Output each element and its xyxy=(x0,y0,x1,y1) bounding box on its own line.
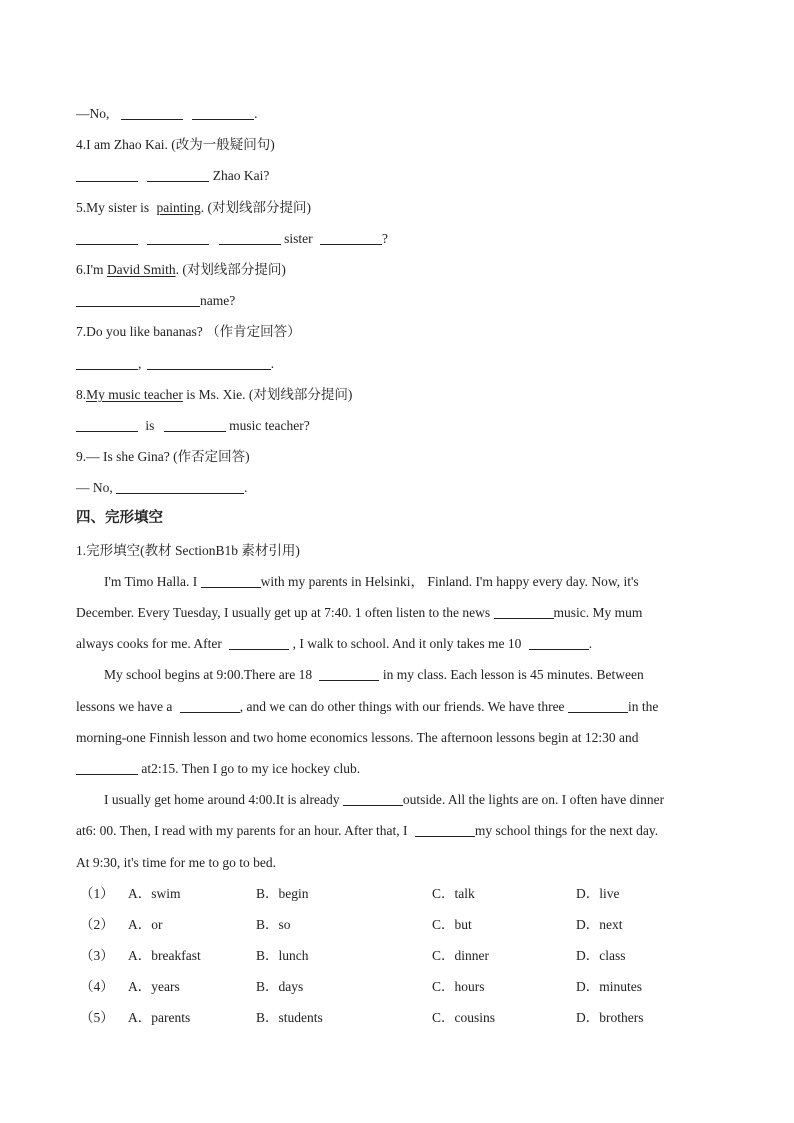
passage-line: morning-one Finnish lesson and two home economics lessons. The afternoon lessons begin at 12:30 and xyxy=(76,729,639,745)
q7-text: 7.Do you like bananas? （作肯定回答） xyxy=(76,324,301,340)
option-row-1 xyxy=(76,878,716,909)
q3-answer-line xyxy=(76,98,716,129)
option-row-4 xyxy=(76,971,716,1002)
q4-text: 4.I am Zhao Kai. (改为一般疑问句) xyxy=(76,137,275,153)
passage-text: in my class. Each lesson is 45 minutes. Between xyxy=(382,667,644,683)
option-number: （1） xyxy=(80,885,114,901)
q8-answer-line xyxy=(76,410,716,441)
q8-underlined-phrase: My music teacher xyxy=(86,386,183,402)
q6-answer-end: name? xyxy=(200,293,236,309)
q5-word: sister xyxy=(284,230,313,246)
q9-prefix: — No, xyxy=(76,480,113,496)
passage-text: in the xyxy=(627,698,659,714)
passage-line xyxy=(76,784,716,815)
comma: , xyxy=(138,355,142,371)
passage-text: December. Every Tuesday, I usually get up at 7:40. 1 often listen to the news xyxy=(76,605,491,620)
answer-blank[interactable] xyxy=(219,230,281,245)
q6-question xyxy=(76,254,716,285)
option-a[interactable]: A．swim xyxy=(128,885,181,901)
answer-blank[interactable] xyxy=(76,355,138,370)
passage-text: with my parents in Helsinki， Finland. I'm happy every day. Now, it's xyxy=(260,573,639,589)
option-b[interactable]: B．begin xyxy=(256,885,309,901)
question-mark: ? xyxy=(382,230,388,246)
q5-answer-line xyxy=(76,223,716,254)
q8-question: 8.My music teacher is Ms. Xie. (对划线部分提问) xyxy=(76,386,353,402)
answer-blank[interactable] xyxy=(76,230,138,245)
option-a[interactable]: A．breakfast xyxy=(128,948,201,964)
period: . xyxy=(254,106,258,121)
passage-text: I usually get home around 4:00.It is already xyxy=(104,792,340,808)
q6-prefix: 6.I'm xyxy=(76,261,104,277)
q5-prefix: 5.My sister is xyxy=(76,199,150,215)
answer-blank[interactable] xyxy=(76,417,138,432)
passage-text: , I walk to school. And it only takes me 10 xyxy=(292,636,522,652)
q4-answer-line xyxy=(76,160,716,191)
passage-text: always cooks for me. After xyxy=(76,636,222,652)
answer-blank[interactable] xyxy=(116,479,244,494)
cloze-blank-3[interactable] xyxy=(229,635,289,650)
option-b[interactable]: B．days xyxy=(256,979,304,995)
q5-underlined-word: painting xyxy=(156,199,201,215)
option-number: （5） xyxy=(80,1010,114,1026)
passage-line xyxy=(76,659,716,690)
option-b[interactable]: B．students xyxy=(256,1010,323,1026)
option-d[interactable]: D．next xyxy=(576,916,623,932)
option-c[interactable]: C．talk xyxy=(432,885,475,901)
option-a[interactable]: A．years xyxy=(128,979,180,995)
answer-blank[interactable] xyxy=(320,230,382,245)
passage-line xyxy=(76,691,716,722)
passage-line xyxy=(76,628,716,659)
cloze-blank-7[interactable] xyxy=(568,698,628,713)
option-number: （4） xyxy=(80,979,114,995)
passage-line xyxy=(76,753,716,784)
q7-answer-line xyxy=(76,348,716,379)
option-row-2 xyxy=(76,909,716,940)
answer-blank[interactable] xyxy=(121,105,183,120)
q4-question xyxy=(76,129,716,160)
passage-text: at6: 00. Then, I read with my parents for an hour. After that, I xyxy=(76,823,408,839)
q5-suffix: . (对划线部分提问) xyxy=(200,199,312,215)
period: . xyxy=(270,355,275,371)
passage-text: My school begins at 9:00.There are 18 xyxy=(104,667,313,683)
option-d[interactable]: D．minutes xyxy=(576,979,642,995)
option-d[interactable]: D．brothers xyxy=(576,1010,644,1026)
cloze-title: 1.完形填空(教材 SectionB1b 素材引用) xyxy=(76,542,300,558)
passage-text: at2:15. Then I go to my ice hockey club. xyxy=(141,760,361,776)
option-b[interactable]: B．lunch xyxy=(256,948,309,964)
q6-underlined-word: David Smith xyxy=(106,261,176,277)
option-row-5 xyxy=(76,1002,716,1033)
cloze-blank-4[interactable] xyxy=(529,635,589,650)
q8-is: is xyxy=(145,417,155,433)
worksheet-page xyxy=(76,98,716,1034)
q4-answer-end: Zhao Kai? xyxy=(212,168,270,184)
q8-suffix: is Ms. Xie. (对划线部分提问) xyxy=(186,386,353,402)
passage-text: my school things for the next day. xyxy=(474,823,659,839)
option-d[interactable]: D．class xyxy=(576,948,626,964)
passage-text: I'm Timo Halla. I xyxy=(104,573,198,589)
option-c[interactable]: C．dinner xyxy=(432,948,489,964)
period: . xyxy=(588,636,593,652)
cloze-blank-9[interactable] xyxy=(343,791,403,806)
cloze-blank-6[interactable] xyxy=(180,698,240,713)
cloze-blank-5[interactable] xyxy=(319,666,379,681)
option-b[interactable]: B．so xyxy=(256,916,291,932)
passage-line: At 9:30, it's time for me to go to bed. xyxy=(76,854,277,870)
q3-answer-prefix: —No, xyxy=(76,106,110,121)
cloze-blank-1[interactable] xyxy=(201,573,261,588)
cloze-blank-10[interactable] xyxy=(415,822,475,837)
q6-suffix: . (对划线部分提问) xyxy=(175,261,286,277)
q5-question xyxy=(76,192,716,223)
answer-blank[interactable] xyxy=(147,230,209,245)
cloze-blank-2[interactable] xyxy=(494,604,554,619)
option-a[interactable]: A．or xyxy=(128,916,163,932)
passage-text: outside. All the lights are on. I often have dinner xyxy=(402,792,665,808)
passage-text: music. My mum xyxy=(553,605,643,620)
section-heading: 四、完形填空 xyxy=(76,510,163,527)
q7-question xyxy=(76,316,716,347)
option-c[interactable]: C．cousins xyxy=(432,1010,496,1026)
option-c[interactable]: C．but xyxy=(432,916,472,932)
cloze-blank-8[interactable] xyxy=(76,760,138,775)
answer-blank[interactable] xyxy=(164,417,226,432)
q8-answer-end: music teacher? xyxy=(229,417,310,433)
passage-line xyxy=(76,566,716,597)
passage-line xyxy=(76,597,716,628)
option-a[interactable]: A．parents xyxy=(128,1010,191,1026)
passage-line xyxy=(76,815,716,846)
answer-blank[interactable] xyxy=(76,292,200,307)
q9-text: 9.— Is she Gina? (作否定回答) xyxy=(76,449,250,465)
answer-blank[interactable] xyxy=(192,105,254,120)
option-d[interactable]: D．live xyxy=(576,885,620,901)
passage-text: , and we can do other things with our friends. We have three xyxy=(239,698,565,714)
option-row-3 xyxy=(76,940,716,971)
answer-blank[interactable] xyxy=(147,167,209,182)
option-c[interactable]: C．hours xyxy=(432,979,485,995)
answer-blank[interactable] xyxy=(147,355,271,370)
passage-text: lessons we have a xyxy=(76,698,173,714)
q9-answer-line xyxy=(76,472,716,503)
option-number: （3） xyxy=(80,948,114,964)
q9-question xyxy=(76,441,716,472)
option-number: （2） xyxy=(80,916,114,932)
period: . xyxy=(244,480,248,496)
answer-blank[interactable] xyxy=(76,167,138,182)
q6-answer-line xyxy=(76,285,716,316)
